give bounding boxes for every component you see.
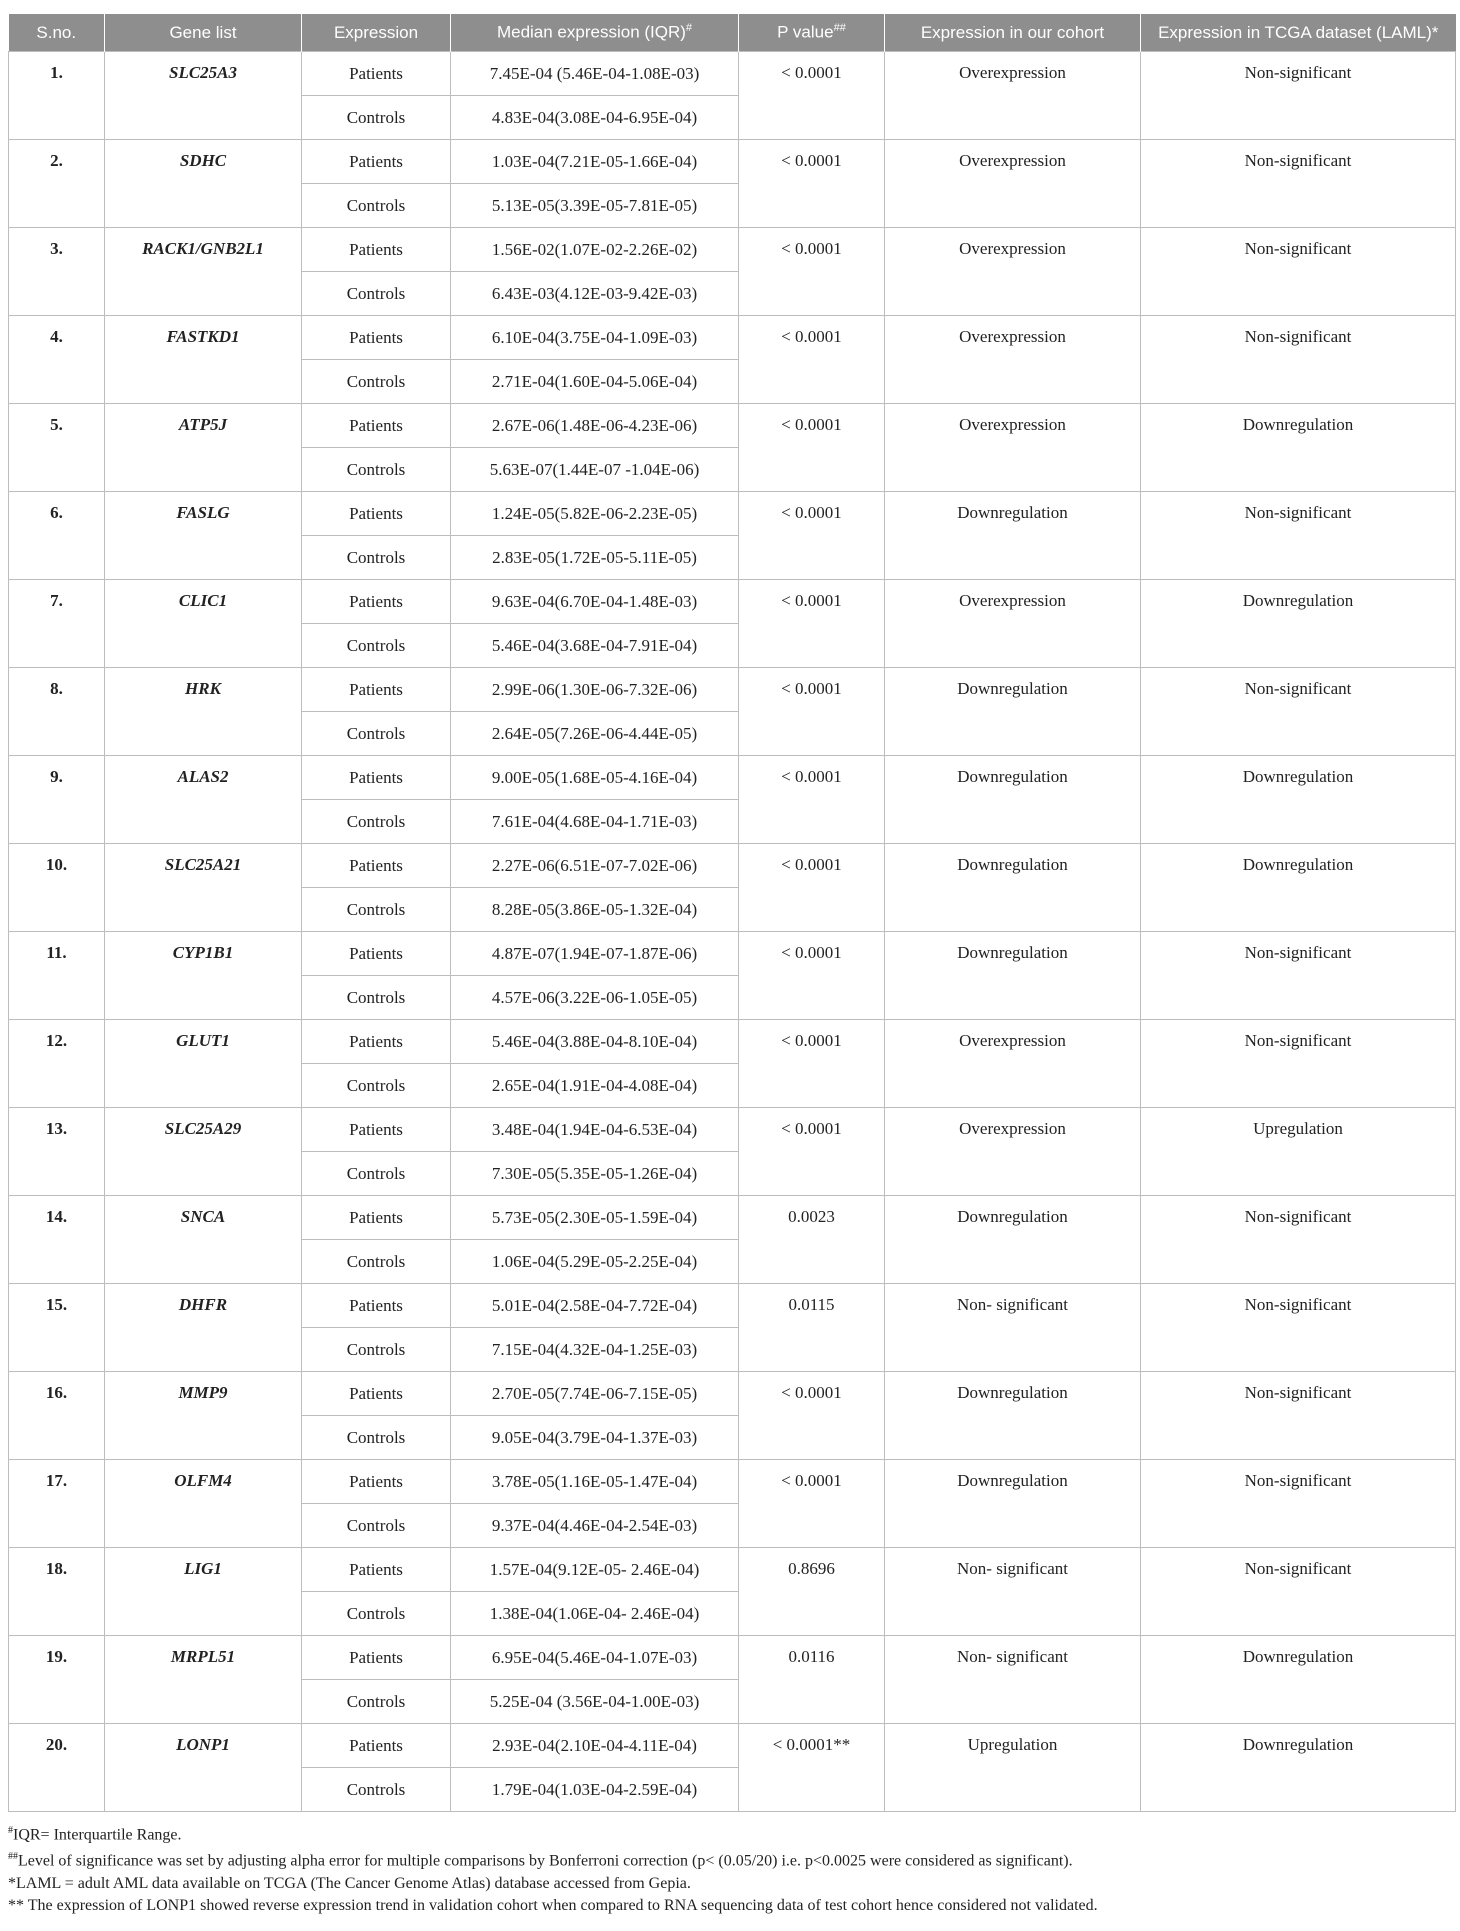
footnote-mark: # <box>8 1825 13 1836</box>
controls-median-cell: 5.46E-04(3.68E-04-7.91E-04) <box>451 624 739 668</box>
p-value-cell: < 0.0001 <box>739 756 885 844</box>
tcga-expression-cell: Non-significant <box>1141 1548 1456 1636</box>
patients-median-cell: 1.03E-04(7.21E-05-1.66E-04) <box>451 140 739 184</box>
header-sno: S.no. <box>9 14 105 52</box>
p-value-cell: < 0.0001 <box>739 228 885 316</box>
table-row-patients <box>9 1636 1456 1680</box>
patients-label-cell: Patients <box>302 404 451 448</box>
controls-label-cell: Controls <box>302 800 451 844</box>
controls-median-cell: 2.64E-05(7.26E-06-4.44E-05) <box>451 712 739 756</box>
table-row-patients <box>9 1548 1456 1592</box>
controls-median-cell: 7.30E-05(5.35E-05-1.26E-04) <box>451 1152 739 1196</box>
patients-label-cell: Patients <box>302 52 451 96</box>
patients-median-cell: 7.45E-04 (5.46E-04-1.08E-03) <box>451 52 739 96</box>
cohort-expression-cell: Overexpression <box>885 404 1141 492</box>
patients-median-cell: 1.57E-04(9.12E-05- 2.46E-04) <box>451 1548 739 1592</box>
table-row-patients <box>9 1284 1456 1328</box>
patients-median-cell: 9.00E-05(1.68E-05-4.16E-04) <box>451 756 739 800</box>
controls-median-cell: 2.65E-04(1.91E-04-4.08E-04) <box>451 1064 739 1108</box>
p-value-cell: < 0.0001 <box>739 932 885 1020</box>
sno-cell: 10. <box>9 844 105 932</box>
gene-cell: LONP1 <box>105 1724 302 1812</box>
controls-label-cell: Controls <box>302 448 451 492</box>
table-row-patients <box>9 316 1456 360</box>
controls-label-cell: Controls <box>302 1240 451 1284</box>
patients-median-cell: 6.10E-04(3.75E-04-1.09E-03) <box>451 316 739 360</box>
gene-cell: CLIC1 <box>105 580 302 668</box>
controls-median-cell: 5.25E-04 (3.56E-04-1.00E-03) <box>451 1680 739 1724</box>
sno-cell: 18. <box>9 1548 105 1636</box>
p-value-cell: < 0.0001 <box>739 580 885 668</box>
cohort-expression-cell: Downregulation <box>885 932 1141 1020</box>
patients-median-cell: 5.46E-04(3.88E-04-8.10E-04) <box>451 1020 739 1064</box>
controls-label-cell: Controls <box>302 1504 451 1548</box>
gene-cell: FASLG <box>105 492 302 580</box>
patients-label-cell: Patients <box>302 932 451 976</box>
tcga-expression-cell: Downregulation <box>1141 1636 1456 1724</box>
footnote-text: IQR= Interquartile Range. <box>13 1826 182 1844</box>
header-cohort-expression: Expression in our cohort <box>885 14 1141 52</box>
sno-cell: 1. <box>9 52 105 140</box>
tcga-expression-cell: Downregulation <box>1141 756 1456 844</box>
footnote-text: Level of significance was set by adjusting alpha error for multiple comparisons by Bonferroni correction (p< (0.05/20) i.e. p<0.0025 were considered as significant). <box>18 1852 1073 1870</box>
footnote-line <box>8 1820 1455 1846</box>
patients-label-cell: Patients <box>302 1196 451 1240</box>
sno-cell: 8. <box>9 668 105 756</box>
cohort-expression-cell: Overexpression <box>885 580 1141 668</box>
cohort-expression-cell: Non- significant <box>885 1636 1141 1724</box>
controls-label-cell: Controls <box>302 976 451 1020</box>
table-row-patients <box>9 492 1456 536</box>
tcga-expression-cell: Non-significant <box>1141 140 1456 228</box>
tcga-expression-cell: Non-significant <box>1141 492 1456 580</box>
controls-median-cell: 8.28E-05(3.86E-05-1.32E-04) <box>451 888 739 932</box>
sno-cell: 4. <box>9 316 105 404</box>
controls-median-cell: 1.38E-04(1.06E-04- 2.46E-04) <box>451 1592 739 1636</box>
table-row-patients <box>9 140 1456 184</box>
table-body <box>9 52 1456 1812</box>
controls-label-cell: Controls <box>302 1416 451 1460</box>
controls-median-cell: 1.79E-04(1.03E-04-2.59E-04) <box>451 1768 739 1812</box>
sno-cell: 20. <box>9 1724 105 1812</box>
tcga-expression-cell: Upregulation <box>1141 1108 1456 1196</box>
tcga-expression-cell: Non-significant <box>1141 1460 1456 1548</box>
controls-label-cell: Controls <box>302 1152 451 1196</box>
controls-median-cell: 6.43E-03(4.12E-03-9.42E-03) <box>451 272 739 316</box>
table-row-patients <box>9 668 1456 712</box>
gene-cell: FASTKD1 <box>105 316 302 404</box>
controls-median-cell: 5.13E-05(3.39E-05-7.81E-05) <box>451 184 739 228</box>
controls-label-cell: Controls <box>302 1592 451 1636</box>
sno-cell: 9. <box>9 756 105 844</box>
patients-label-cell: Patients <box>302 316 451 360</box>
controls-median-cell: 5.63E-07(1.44E-07 -1.04E-06) <box>451 448 739 492</box>
footnote-line <box>8 1846 1455 1872</box>
gene-cell: MRPL51 <box>105 1636 302 1724</box>
patients-median-cell: 1.24E-05(5.82E-06-2.23E-05) <box>451 492 739 536</box>
table-row-patients <box>9 404 1456 448</box>
patients-label-cell: Patients <box>302 1636 451 1680</box>
sno-cell: 2. <box>9 140 105 228</box>
cohort-expression-cell: Overexpression <box>885 52 1141 140</box>
footnote-line <box>8 1895 1455 1917</box>
patients-median-cell: 2.27E-06(6.51E-07-7.02E-06) <box>451 844 739 888</box>
table-row-patients <box>9 1196 1456 1240</box>
header-row <box>9 14 1456 52</box>
gene-cell: SLC25A3 <box>105 52 302 140</box>
p-value-cell: < 0.0001** <box>739 1724 885 1812</box>
table-row-patients <box>9 932 1456 976</box>
patients-label-cell: Patients <box>302 1020 451 1064</box>
cohort-expression-cell: Overexpression <box>885 316 1141 404</box>
table-row-patients <box>9 756 1456 800</box>
header-expression: Expression <box>302 14 451 52</box>
patients-label-cell: Patients <box>302 580 451 624</box>
cohort-expression-cell: Downregulation <box>885 1196 1141 1284</box>
controls-median-cell: 7.61E-04(4.68E-04-1.71E-03) <box>451 800 739 844</box>
header-tcga-expression: Expression in TCGA dataset (LAML)* <box>1141 14 1456 52</box>
tcga-expression-cell: Non-significant <box>1141 316 1456 404</box>
p-value-cell: 0.0023 <box>739 1196 885 1284</box>
gene-cell: LIG1 <box>105 1548 302 1636</box>
gene-cell: GLUT1 <box>105 1020 302 1108</box>
patients-label-cell: Patients <box>302 1284 451 1328</box>
patients-median-cell: 2.93E-04(2.10E-04-4.11E-04) <box>451 1724 739 1768</box>
p-value-cell: < 0.0001 <box>739 140 885 228</box>
controls-median-cell: 2.71E-04(1.60E-04-5.06E-04) <box>451 360 739 404</box>
patients-median-cell: 3.78E-05(1.16E-05-1.47E-04) <box>451 1460 739 1504</box>
header-median-footnote-mark: # <box>685 22 693 35</box>
sno-cell: 16. <box>9 1372 105 1460</box>
cohort-expression-cell: Downregulation <box>885 756 1141 844</box>
tcga-expression-cell: Downregulation <box>1141 404 1456 492</box>
header-p-value-label: P value <box>777 22 834 42</box>
sno-cell: 11. <box>9 932 105 1020</box>
patients-median-cell: 2.99E-06(1.30E-06-7.32E-06) <box>451 668 739 712</box>
table-row-patients <box>9 1372 1456 1416</box>
patients-label-cell: Patients <box>302 844 451 888</box>
cohort-expression-cell: Overexpression <box>885 140 1141 228</box>
tcga-expression-cell: Non-significant <box>1141 1020 1456 1108</box>
p-value-cell: 0.8696 <box>739 1548 885 1636</box>
gene-cell: ATP5J <box>105 404 302 492</box>
controls-label-cell: Controls <box>302 536 451 580</box>
table-row-patients <box>9 844 1456 888</box>
controls-median-cell: 4.83E-04(3.08E-04-6.95E-04) <box>451 96 739 140</box>
cohort-expression-cell: Downregulation <box>885 1372 1141 1460</box>
gene-cell: ALAS2 <box>105 756 302 844</box>
header-gene-list: Gene list <box>105 14 302 52</box>
header-median-label: Median expression (IQR) <box>496 22 686 42</box>
footnotes <box>8 1820 1455 1917</box>
sno-cell: 15. <box>9 1284 105 1372</box>
sno-cell: 7. <box>9 580 105 668</box>
gene-cell: CYP1B1 <box>105 932 302 1020</box>
controls-median-cell: 4.57E-06(3.22E-06-1.05E-05) <box>451 976 739 1020</box>
gene-cell: SLC25A29 <box>105 1108 302 1196</box>
patients-label-cell: Patients <box>302 756 451 800</box>
gene-cell: MMP9 <box>105 1372 302 1460</box>
tcga-expression-cell: Non-significant <box>1141 1372 1456 1460</box>
table-row-patients <box>9 1108 1456 1152</box>
cohort-expression-cell: Overexpression <box>885 1020 1141 1108</box>
gene-cell: SDHC <box>105 140 302 228</box>
patients-label-cell: Patients <box>302 1460 451 1504</box>
sno-cell: 3. <box>9 228 105 316</box>
patients-median-cell: 2.67E-06(1.48E-06-4.23E-06) <box>451 404 739 448</box>
header-median-expression <box>451 14 739 52</box>
p-value-cell: < 0.0001 <box>739 844 885 932</box>
p-value-cell: < 0.0001 <box>739 1460 885 1548</box>
cohort-expression-cell: Non- significant <box>885 1284 1141 1372</box>
sno-cell: 12. <box>9 1020 105 1108</box>
header-p-value <box>739 14 885 52</box>
footnote-text: *LAML = adult AML data available on TCGA (The Cancer Genome Atlas) database accessed from Gepia. <box>8 1874 691 1892</box>
table-row-patients <box>9 580 1456 624</box>
tcga-expression-cell: Downregulation <box>1141 844 1456 932</box>
p-value-cell: < 0.0001 <box>739 1372 885 1460</box>
p-value-cell: < 0.0001 <box>739 404 885 492</box>
patients-median-cell: 2.70E-05(7.74E-06-7.15E-05) <box>451 1372 739 1416</box>
controls-median-cell: 2.83E-05(1.72E-05-5.11E-05) <box>451 536 739 580</box>
p-value-cell: < 0.0001 <box>739 316 885 404</box>
sno-cell: 6. <box>9 492 105 580</box>
controls-label-cell: Controls <box>302 1680 451 1724</box>
patients-median-cell: 9.63E-04(6.70E-04-1.48E-03) <box>451 580 739 624</box>
controls-label-cell: Controls <box>302 1328 451 1372</box>
controls-label-cell: Controls <box>302 888 451 932</box>
gene-cell: HRK <box>105 668 302 756</box>
tcga-expression-cell: Non-significant <box>1141 1196 1456 1284</box>
cohort-expression-cell: Downregulation <box>885 668 1141 756</box>
sno-cell: 19. <box>9 1636 105 1724</box>
controls-label-cell: Controls <box>302 360 451 404</box>
cohort-expression-cell: Overexpression <box>885 1108 1141 1196</box>
controls-median-cell: 9.37E-04(4.46E-04-2.54E-03) <box>451 1504 739 1548</box>
p-value-cell: < 0.0001 <box>739 668 885 756</box>
controls-median-cell: 7.15E-04(4.32E-04-1.25E-03) <box>451 1328 739 1372</box>
gene-cell: SNCA <box>105 1196 302 1284</box>
table-row-patients <box>9 1724 1456 1768</box>
cohort-expression-cell: Downregulation <box>885 1460 1141 1548</box>
p-value-cell: 0.0115 <box>739 1284 885 1372</box>
patients-label-cell: Patients <box>302 140 451 184</box>
tcga-expression-cell: Non-significant <box>1141 1284 1456 1372</box>
table-row-patients <box>9 228 1456 272</box>
footnote-line <box>8 1873 1455 1895</box>
patients-label-cell: Patients <box>302 1372 451 1416</box>
footnote-mark: ## <box>8 1851 18 1863</box>
controls-label-cell: Controls <box>302 1768 451 1812</box>
patients-label-cell: Patients <box>302 228 451 272</box>
patients-median-cell: 6.95E-04(5.46E-04-1.07E-03) <box>451 1636 739 1680</box>
footnote-text: ** The expression of LONP1 showed reverse expression trend in validation cohort when compared to RNA sequencing data of test cohort hence considered not validated. <box>8 1896 1098 1914</box>
patients-label-cell: Patients <box>302 1724 451 1768</box>
gene-cell: RACK1/GNB2L1 <box>105 228 302 316</box>
gene-cell: SLC25A21 <box>105 844 302 932</box>
tcga-expression-cell: Downregulation <box>1141 1724 1456 1812</box>
sno-cell: 17. <box>9 1460 105 1548</box>
cohort-expression-cell: Downregulation <box>885 844 1141 932</box>
table-row-patients <box>9 1020 1456 1064</box>
tcga-expression-cell: Non-significant <box>1141 228 1456 316</box>
cohort-expression-cell: Non- significant <box>885 1548 1141 1636</box>
gene-cell: OLFM4 <box>105 1460 302 1548</box>
p-value-cell: 0.0116 <box>739 1636 885 1724</box>
sno-cell: 5. <box>9 404 105 492</box>
controls-median-cell: 1.06E-04(5.29E-05-2.25E-04) <box>451 1240 739 1284</box>
controls-label-cell: Controls <box>302 272 451 316</box>
table-container <box>8 14 1455 1812</box>
patients-label-cell: Patients <box>302 1108 451 1152</box>
gene-expression-table <box>8 14 1456 1812</box>
patients-label-cell: Patients <box>302 668 451 712</box>
table-header <box>9 14 1456 52</box>
controls-label-cell: Controls <box>302 624 451 668</box>
sno-cell: 14. <box>9 1196 105 1284</box>
gene-cell: DHFR <box>105 1284 302 1372</box>
cohort-expression-cell: Downregulation <box>885 492 1141 580</box>
controls-label-cell: Controls <box>302 712 451 756</box>
patients-median-cell: 1.56E-02(1.07E-02-2.26E-02) <box>451 228 739 272</box>
tcga-expression-cell: Non-significant <box>1141 52 1456 140</box>
patients-median-cell: 3.48E-04(1.94E-04-6.53E-04) <box>451 1108 739 1152</box>
controls-label-cell: Controls <box>302 96 451 140</box>
header-p-value-footnote-mark: ## <box>833 22 846 35</box>
tcga-expression-cell: Non-significant <box>1141 932 1456 1020</box>
patients-label-cell: Patients <box>302 492 451 536</box>
cohort-expression-cell: Overexpression <box>885 228 1141 316</box>
patients-median-cell: 5.01E-04(2.58E-04-7.72E-04) <box>451 1284 739 1328</box>
cohort-expression-cell: Upregulation <box>885 1724 1141 1812</box>
table-row-patients <box>9 52 1456 96</box>
patients-median-cell: 5.73E-05(2.30E-05-1.59E-04) <box>451 1196 739 1240</box>
tcga-expression-cell: Downregulation <box>1141 580 1456 668</box>
p-value-cell: < 0.0001 <box>739 52 885 140</box>
table-row-patients <box>9 1460 1456 1504</box>
sno-cell: 13. <box>9 1108 105 1196</box>
p-value-cell: < 0.0001 <box>739 1108 885 1196</box>
p-value-cell: < 0.0001 <box>739 492 885 580</box>
patients-label-cell: Patients <box>302 1548 451 1592</box>
controls-median-cell: 9.05E-04(3.79E-04-1.37E-03) <box>451 1416 739 1460</box>
controls-label-cell: Controls <box>302 1064 451 1108</box>
tcga-expression-cell: Non-significant <box>1141 668 1456 756</box>
controls-label-cell: Controls <box>302 184 451 228</box>
p-value-cell: < 0.0001 <box>739 1020 885 1108</box>
patients-median-cell: 4.87E-07(1.94E-07-1.87E-06) <box>451 932 739 976</box>
